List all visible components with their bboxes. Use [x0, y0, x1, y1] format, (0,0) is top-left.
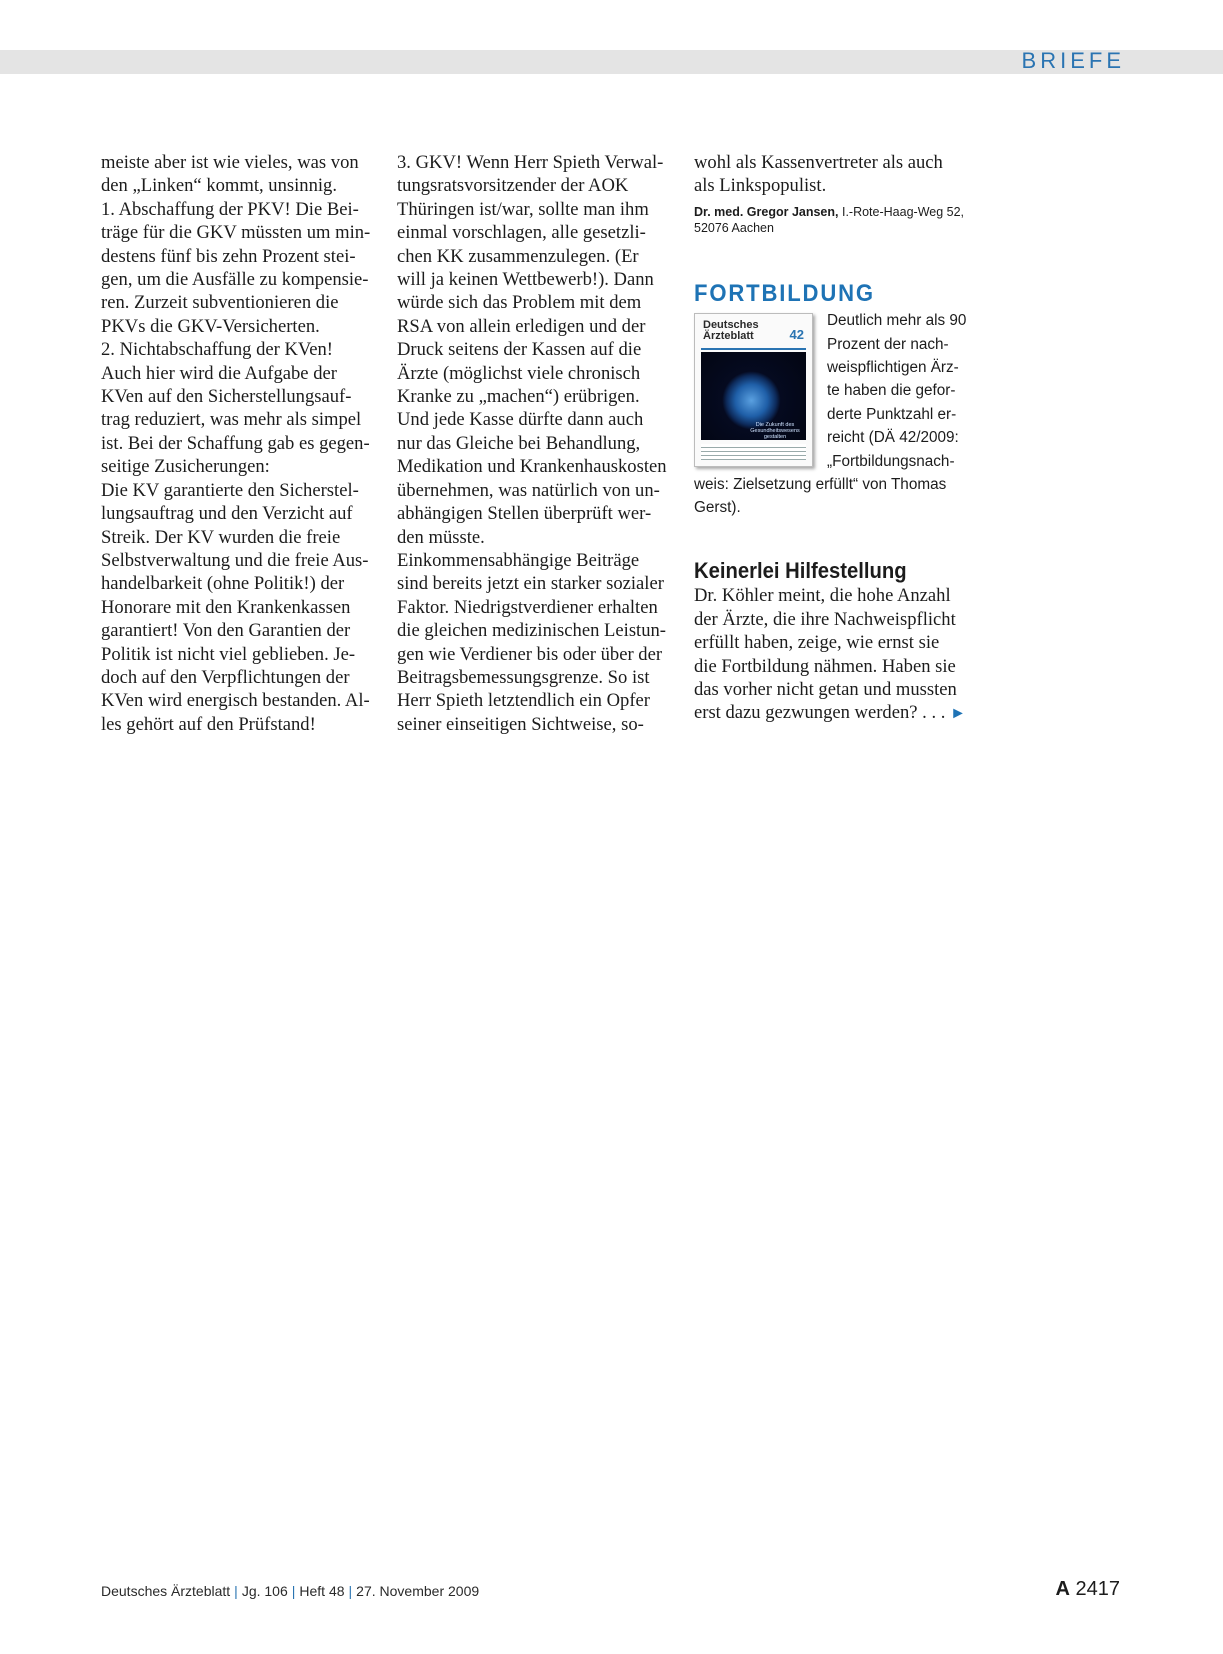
text-line-content: erfüllt haben, zeige, wie ernst sie — [694, 632, 940, 654]
text-line — [694, 701, 976, 725]
page-number-value: 2417 — [1075, 1578, 1120, 1600]
text-line: Auch hier wird die Aufgabe der — [101, 362, 337, 384]
teaser-line: Prozent der nach- — [827, 335, 949, 353]
text-line: Kranke zu „machen“) erübrigen. — [397, 386, 640, 408]
text-line-content: erst dazu gezwungen werden? . . . — [694, 702, 946, 724]
text-line: will ja keinen Wettbewerb!). Dann — [397, 269, 654, 291]
page-number — [1055, 1578, 1120, 1601]
text-line: tungsratsvorsitzender der AOK — [397, 175, 629, 197]
text-line: Beitragsbemessungsgrenze. So ist — [397, 666, 650, 688]
text-line: destens fünf bis zehn Prozent stei- — [101, 245, 356, 267]
text-line: handelbarkeit (ohne Politik!) der — [101, 573, 345, 595]
text-line: die gleichen medizinischen Leistun- — [397, 620, 667, 642]
text-line-content: Dr. Köhler meint, die hohe Anzahl — [694, 585, 951, 607]
cover-caption: Die Zukunft des Gesundheitswesens gestalten — [750, 422, 800, 441]
teaser-line: te haben die gefor- — [827, 382, 956, 400]
text-line: Medikation und Krankenhauskosten — [397, 456, 667, 478]
text-line: Herr Spieth letztendlich ein Opfer — [397, 690, 650, 712]
text-line-content: die Fortbildung nähmen. Haben sie — [694, 655, 956, 677]
text-line: ren. Zurzeit subventionieren die — [101, 292, 339, 314]
continue-arrow-icon: ► — [950, 705, 966, 723]
teaser-line: derte Punktzahl er- — [827, 405, 957, 423]
letter-column-2 — [397, 151, 677, 736]
letter-column-1 — [101, 151, 377, 736]
text-line: übernehmen, was natürlich von un- — [397, 479, 660, 501]
text-line: les gehört auf den Prüfstand! — [101, 713, 316, 735]
text-line: nur das Gleiche bei Behandlung, — [397, 432, 641, 454]
teaser-line: weis: Zielsetzung erfüllt“ von Thomas — [694, 476, 947, 494]
text-line: gen wie Verdiener bis oder über der — [397, 643, 663, 665]
section-label: BRIEFE — [1021, 48, 1125, 73]
teaser-line: Gerst). — [694, 499, 741, 517]
text-line — [694, 678, 976, 701]
text-line: 3. GKV! Wenn Herr Spieth Verwal- — [397, 152, 664, 173]
footer-separator: | — [348, 1583, 353, 1599]
teaser-line: reicht (DÄ 42/2009: — [827, 429, 959, 447]
text-line — [694, 608, 976, 631]
text-line: lungsauftrag und den Verzicht auf — [101, 503, 353, 525]
letter-column-3 — [694, 151, 976, 726]
text-line: Druck seitens der Kassen auf die — [397, 339, 642, 361]
letter-ending — [694, 151, 976, 198]
text-line: als Linkspopulist. — [694, 175, 827, 197]
text-line: den „Linken“ kommt, unsinnig. — [101, 175, 337, 197]
text-line: Selbstverwaltung und die freie Aus- — [101, 549, 369, 571]
text-line: würde sich das Problem mit dem — [397, 292, 642, 314]
text-line: RSA von allein erledigen und der — [397, 315, 646, 337]
footer-date: 27. November 2009 — [356, 1583, 480, 1599]
text-line: träge für die GKV müssten um min- — [101, 222, 371, 244]
text-line: den müsste. — [397, 526, 485, 548]
text-line: Politik ist nicht viel geblieben. Je- — [101, 643, 356, 665]
footer-volume: Jg. 106 — [241, 1583, 288, 1599]
signature-name: Dr. med. Gregor Jansen, — [694, 204, 839, 219]
teaser-line: Deutlich mehr als 90 — [827, 312, 967, 330]
text-line: 2. Nichtabschaffung der KVen! — [101, 339, 334, 361]
text-line: 1. Abschaffung der PKV! Die Bei- — [101, 198, 359, 220]
text-line: einmal vorschlagen, alle gesetzli- — [397, 222, 646, 244]
text-line — [694, 584, 976, 607]
letter-signature — [694, 204, 976, 236]
text-line: seiner einseitigen Sichtweise, so- — [397, 713, 644, 735]
text-line: wohl als Kassenvertreter als auch — [694, 152, 943, 173]
cover-rule — [701, 348, 806, 350]
signature-address: I.-Rote-Haag-Weg 52, — [838, 204, 965, 219]
text-line: Einkommensabhängige Beiträge — [397, 549, 640, 571]
text-line: Faktor. Niedrigstverdiener erhalten — [397, 596, 658, 618]
text-line: Thüringen ist/war, sollte man ihm — [397, 198, 649, 220]
text-line: garantiert! Von den Garantien der — [101, 620, 351, 642]
teaser-line: „Fortbildungsnach- — [827, 452, 955, 470]
text-line — [694, 631, 976, 654]
letter-headline: Keinerlei Hilfestellung — [694, 557, 907, 583]
text-line: chen KK zusammenzulegen. (Er — [397, 245, 639, 267]
cover-text-lines — [701, 444, 806, 460]
footer-separator: | — [291, 1583, 296, 1599]
text-line: abhängigen Stellen überprüft wer- — [397, 503, 652, 525]
text-line: Die KV garantierte den Sicherstel- — [101, 479, 359, 501]
magazine-cover-image — [694, 313, 813, 467]
page-footer — [101, 1583, 479, 1599]
cover-masthead: Deutsches Ärzteblatt — [703, 319, 759, 343]
text-line: trag reduziert, was mehr als simpel — [101, 409, 362, 431]
text-line: Und jede Kasse dürfte dann auch — [397, 409, 644, 431]
text-line: gen, um die Ausfälle zu kompensie- — [101, 269, 369, 291]
text-line: KVen auf den Sicherstellungsauf- — [101, 386, 352, 408]
text-line: seitige Zusicherungen: — [101, 456, 270, 478]
text-line: doch auf den Verpflichtungen der — [101, 666, 350, 688]
text-line: Streik. Der KV wurden die freie — [101, 526, 341, 548]
teaser-line: weispflichtigen Ärz- — [827, 359, 959, 377]
text-line: PKVs die GKV-Versicherten. — [101, 315, 320, 337]
text-line: ist. Bei der Schaffung gab es gegen- — [101, 432, 370, 454]
text-line — [694, 655, 976, 678]
footer-separator: | — [234, 1583, 238, 1599]
footer-journal: Deutsches Ärzteblatt — [101, 1583, 231, 1599]
text-line-content: das vorher nicht getan und mussten — [694, 678, 957, 700]
text-line: sind bereits jetzt ein starker sozialer — [397, 573, 664, 595]
footer-issue: Heft 48 — [299, 1583, 345, 1599]
letter-body — [694, 584, 976, 725]
section-kicker-fortbildung: FORTBILDUNG — [694, 279, 875, 307]
text-line: KVen wird energisch bestanden. Al- — [101, 690, 370, 712]
cover-issue-number: 42 — [789, 327, 804, 343]
teaser-block — [694, 309, 976, 520]
text-line: meiste aber ist wie vieles, was von — [101, 152, 359, 173]
text-line: Ärzte (möglichst viele chronisch — [397, 362, 641, 384]
signature-city: 52076 Aachen — [694, 220, 774, 235]
text-line-content: der Ärzte, die ihre Nachweispflicht — [694, 608, 956, 630]
text-line: Honorare mit den Krankenkassen — [101, 596, 351, 618]
page-prefix: A — [1055, 1578, 1070, 1600]
